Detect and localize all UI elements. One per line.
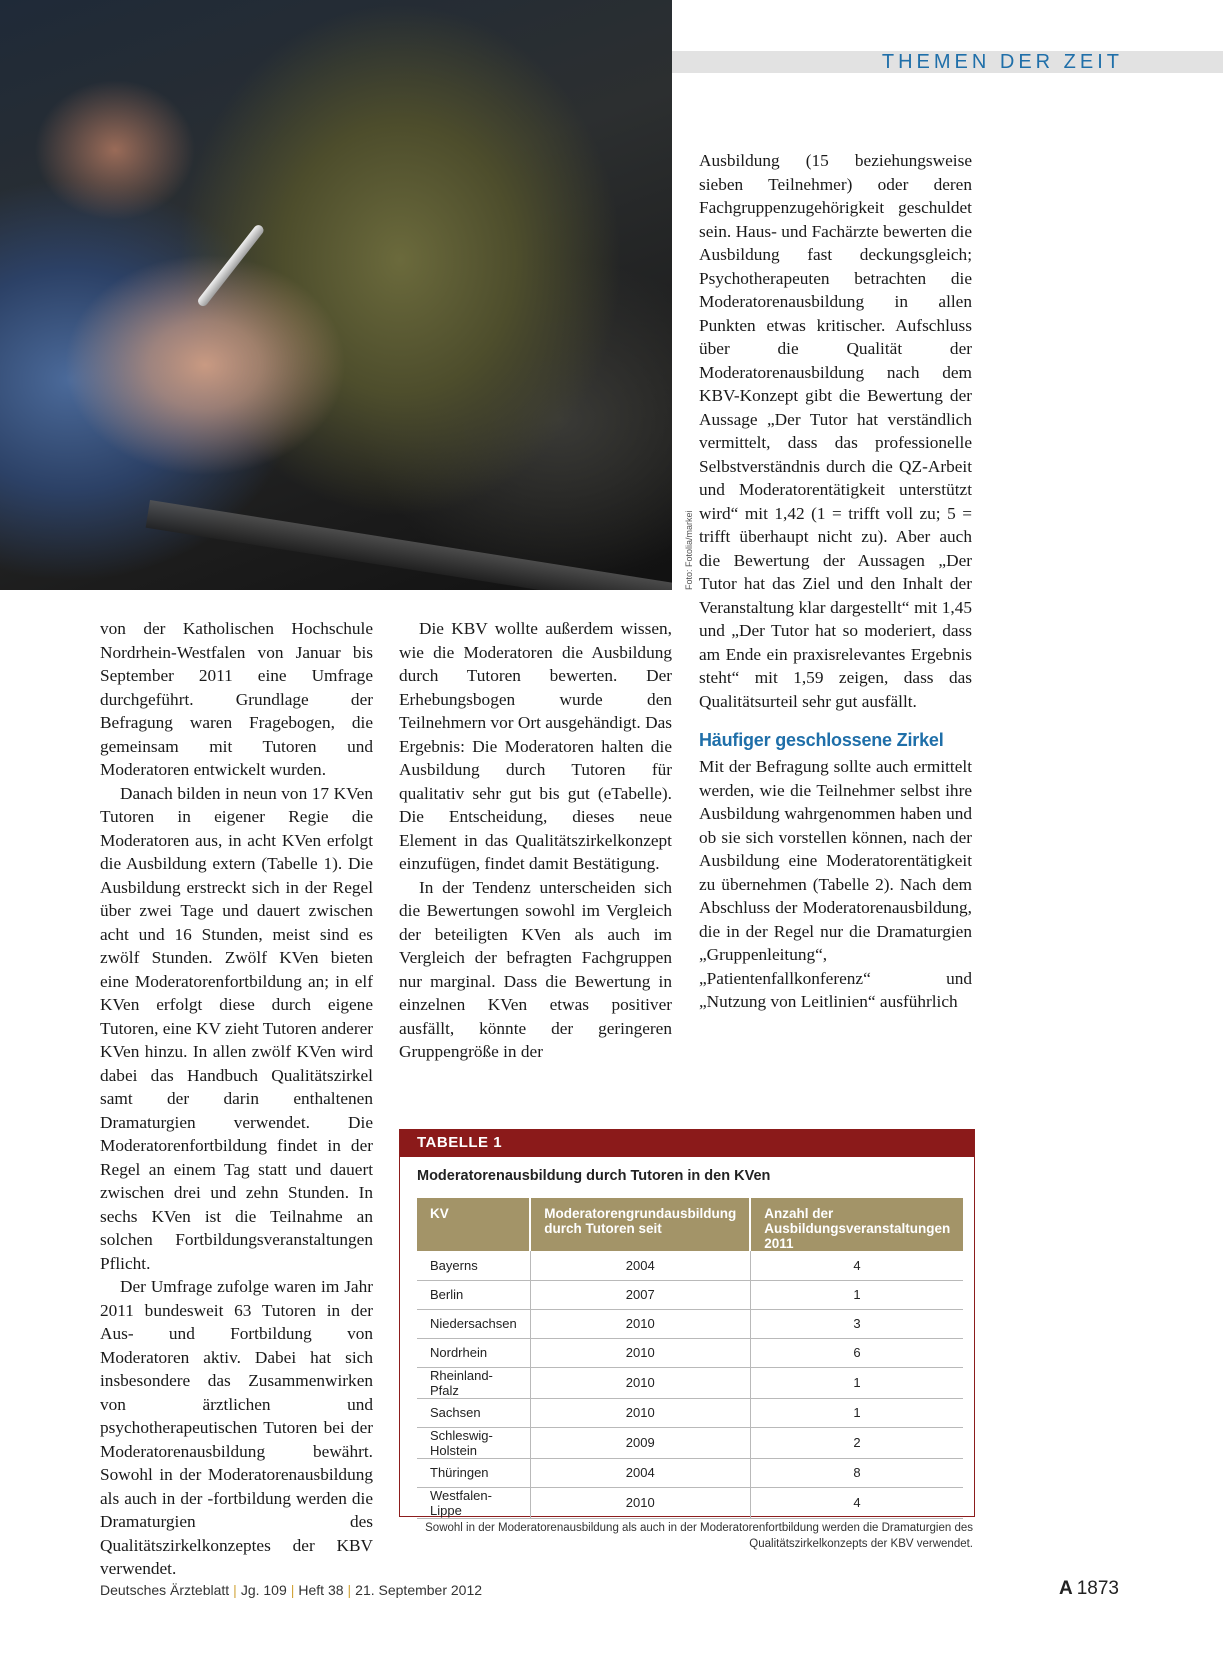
text-column-1 [100,617,373,1581]
paragraph: Mit der Befragung sollte auch ermittelt werden, wie die Teilnehmer selbst ihre Ausbildung wahrgenommen haben und ob sie sich vorstellen können, nach der Ausbildung eine Moderatorentätigkeit zu übernehmen (Tabelle 2). Nach dem Abschluss der Moderatorenausbildung, die in der Regel nur die Dramaturgien „Gruppenleitung“, „Patientenfallkonferenz“ und „Nutzung von Leitlinien“ ausführlich [699,757,972,1011]
column-header-seit: Moderatorengrundausbildung durch Tutoren seit [530,1198,750,1251]
table-cell-anzahl: 6 [750,1338,963,1367]
table-cell-anzahl: 8 [750,1458,963,1487]
table-cell-seit: 2010 [530,1487,750,1518]
issue: Heft 38 [298,1582,344,1598]
table-cell-kv: Bayerns [417,1251,530,1280]
table-box [399,1129,975,1517]
footer-separator: | [347,1582,352,1598]
table-row [417,1251,963,1280]
footer-separator: | [290,1582,295,1598]
paragraph: Die KBV wollte außerdem wissen, wie die Moderatoren die Ausbildung durch Tutoren bewerten. Der Erhebungsbogen wurde den Teilnehmern vor Ort ausgehändigt. Das Ergebnis: Die Moderatoren halten die Ausbildung durch Tutoren für qualitativ sehr gut bis gut (eTabelle). Die Entscheidung, dieses neue Element in das Qualitätszirkelkonzept einzufügen, findet damit Bestätigung. [399,619,672,873]
table-cell-kv: Nordrhein [417,1338,530,1367]
page-number [1059,1578,1119,1600]
column-header-anzahl: Anzahl der Ausbildungsveranstaltungen 2011 [750,1198,963,1251]
table-row [417,1487,963,1518]
subheading: Häufiger geschlossene Zirkel [699,730,944,750]
table-cell-anzahl: 3 [750,1309,963,1338]
section-title: THEMEN DER ZEIT [881,51,1123,73]
photo-credit: Foto: Fotolia/markei [684,510,694,590]
table-note: Sowohl in der Moderatorenausbildung als auch in der Moderatorenfortbildung werden die Dramaturgien des Qualitätszirkelkonzepts der KBV verwendet. [425,1522,973,1550]
table-cell-kv: Westfalen-Lippe [417,1487,530,1518]
table-cell-seit: 2004 [530,1458,750,1487]
text-column-3 [699,149,972,1014]
table-row [417,1427,963,1458]
table-cell-anzahl: 1 [750,1367,963,1398]
footer-separator: | [233,1582,237,1598]
page-prefix: A [1058,1578,1073,1599]
volume: Jg. 109 [240,1582,287,1598]
pen-shape [196,223,265,308]
table-cell-seit: 2010 [530,1309,750,1338]
table-cell-kv: Schleswig-Holstein [417,1427,530,1458]
page-footer [100,1582,482,1598]
table-cell-kv: Rheinland-Pfalz [417,1367,530,1398]
table-row [417,1398,963,1427]
issue-date: 21. September 2012 [355,1582,483,1598]
paragraph: Ausbildung (15 beziehungsweise sieben Teilnehmer) oder deren Fachgruppenzugehörigkeit geschuldet sein. Haus- und Fachärzte bewerten die Ausbildung fast deckungsgleich; Psychotherapeuten betrachten die Moderatorenausbildung in allen Punkten etwas kritischer. Aufschluss über die Qualität der Moderatorenausbildung nach dem KBV-Konzept gibt die Bewertung der Aussage „Der Tutor hat verständlich vermittelt, dass das professionelle Selbstverständnis durch die QZ-Arbeit und Moderatorentätigkeit unterstützt wird“ mit 1,42 (1 = trifft voll zu; 5 = trifft überhaupt nicht zu). Aber auch die Bewertung der Aussagen „Der Tutor hat das Ziel und den Inhalt der Veranstaltung klar dargestellt“ mit 1,45 und „Der Tutor hat so moderiert, dass am Ende ein praxisrelevantes Ergebnis steht“ mit 1,59 zeigen, dass das Qualitätsurteil sehr gut ausfällt. [699,151,972,711]
article-photo [0,0,672,590]
table-cell-anzahl: 4 [750,1251,963,1280]
table-cell-kv: Sachsen [417,1398,530,1427]
table-cell-seit: 2010 [530,1338,750,1367]
table-row [417,1280,963,1309]
table-cell-seit: 2010 [530,1398,750,1427]
paragraph: Danach bilden in neun von 17 KVen Tutoren in eigener Regie die Moderatoren aus, in acht KVen erfolgt die Ausbildung extern (Tabelle 1). Die Ausbildung erstreckt sich in der Regel über zwei Tage und dauert zwischen acht und 16 Stunden, meist sind es zwölf Stunden. Zwölf KVen bieten eine Moderatorenfortbildung an; in elf KVen erfolgt diese durch eigene Tutoren, eine KV zieht Tutoren anderer KVen hinzu. In allen zwölf KVen wird dabei das Handbuch Qualitätszirkel samt der darin enthaltenen Dramaturgien verwendet. Die Moderatorenfortbildung findet in der Regel an einem Tag statt und dauert zwischen drei und zehn Stunden. In sechs KVen ist die Teilnahme an solchen Fortbildungsveranstaltungen Pflicht. [100,783,373,1273]
table-cell-seit: 2009 [530,1427,750,1458]
paragraph: von der Katholischen Hochschule Nordrhein-Westfalen von Januar bis September 2011 eine Umfrage durchgeführt. Grundlage der Befragung waren Fragebogen, die gemeinsam mit Tutoren und Moderatoren entwickelt wurden. [100,619,373,779]
table-cell-kv: Niedersachsen [417,1309,530,1338]
table-label: TABELLE 1 [400,1129,974,1157]
table-row [417,1309,963,1338]
table-cell-anzahl: 1 [750,1398,963,1427]
table-cell-kv: Berlin [417,1280,530,1309]
text-column-2 [399,617,672,1064]
paragraph: Der Umfrage zufolge waren im Jahr 2011 bundesweit 63 Tutoren in der Aus- und Fortbildung von Moderatoren aktiv. Dabei hat sich insbesondere das Zusammenwirken von ärztlichen und psychotherapeutischen Tutoren bei der Moderatorenausbildung bewährt. Sowohl in der Moderatorenausbildung als auch in der -fortbildung werden die Dramaturgien des Qualitätszirkelkonzeptes der KBV verwendet. [100,1277,373,1578]
table-row [417,1367,963,1398]
table-caption: Moderatorenausbildung durch Tutoren in den KVen [417,1168,771,1184]
table-cell-anzahl: 2 [750,1427,963,1458]
table-row [417,1458,963,1487]
data-table [417,1198,963,1519]
journal-name: Deutsches Ärzteblatt [100,1582,230,1598]
column-header-kv: KV [417,1198,530,1251]
table-header-row [417,1198,963,1251]
table-cell-anzahl: 4 [750,1487,963,1518]
table-cell-seit: 2010 [530,1367,750,1398]
table-cell-seit: 2004 [530,1251,750,1280]
armrest-shape [146,500,672,590]
table-row [417,1338,963,1367]
page-number-value: 1873 [1076,1578,1119,1599]
table-cell-anzahl: 1 [750,1280,963,1309]
section-header-bar [672,51,1223,73]
table-cell-kv: Thüringen [417,1458,530,1487]
table-body [417,1251,963,1518]
paragraph: In der Tendenz unterscheiden sich die Bewertungen sowohl im Vergleich der beteiligten KVen als auch im Vergleich der befragten Fachgruppen nur marginal. Dass die Bewertung in einzelnen KVen etwas positiver ausfällt, könnte der geringeren Gruppengröße in der [399,877,672,1061]
table-cell-seit: 2007 [530,1280,750,1309]
